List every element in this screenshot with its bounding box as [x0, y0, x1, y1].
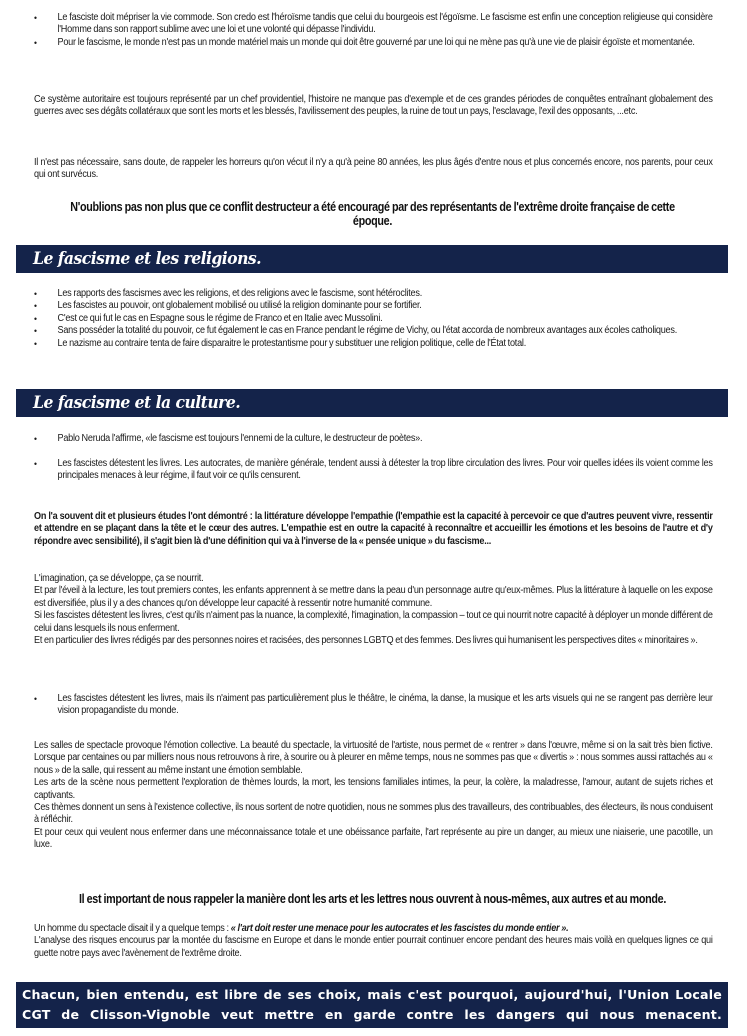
culture-bullet-list [34, 433, 713, 495]
list-item: • Le fasciste doit mépriser la vie commode. Son credo est l'héroïsme tandis que celui du bourgeois est l'égoïsme. Le fascisme est enfin une conception religieuse qui considère l'Homme dans son rapport sublime avec une loi et une volonté qui dépasse l'individu. [34, 12, 713, 37]
top-bullet-list [34, 12, 713, 49]
footer-banner [16, 982, 728, 1028]
list-item: • Pour le fascisme, le monde n'est pas un monde matériel mais un monde qui doit être gouverné par une loi qui ne mène pas qu'à une vie de plaisir égoïste et momentanée. [34, 37, 713, 49]
list-item: • Sans posséder la totalité du pouvoir, ce fut également le cas en France pendant le régime de Vichy, ou l'état accorda de nombreux avantages aux écoles catholiques. [34, 325, 713, 337]
list-item: • Les fascistes détestent les livres, mais ils n'aiment pas particulièrement plus le théâtre, le cinéma, la danse, la musique et les arts visuels qui ne se rangent pas derrière leur vision propagandiste du monde. [34, 693, 713, 718]
closing-paragraph [34, 923, 713, 960]
intro-paragraph-horrors [34, 157, 713, 182]
paragraph-text: Ce système autoritaire est toujours représenté par un chef providentiel, l'histoire ne manque pas d'exemple et de ces grandes périodes de conquêtes entraînant globalement des guerres avec ses dégâts collatéraux que sont les morts et les blessés, l'avilissement des peuples, la ruine de tout un pays, l'esclavage, l'exil des opposants, ...etc. [34, 94, 713, 118]
paragraph-text: On l'a souvent dit et plusieurs études l'ont démontré : la littérature développe l'empathie (l'empathie est la capacité à percevoir ce que d'autres peuvent vivre, ressentir et attendre en se plaçant dans la tête et le cœur des autres. L'empathie est en outre la capacité à reconnaître et accueillir les émotions et les besoins de l'autre et d'y répondre avec sensibilité), il s'agit bien là d'une définition qui va à l'inverse de la « pensée unique » du fascisme... [34, 511, 713, 547]
quote-intro: Un homme du spectacle disait il y a quelque temps : [34, 923, 231, 934]
list-item: • Les fascistes détestent les livres. Les autocrates, de manière générale, tendent aussi à détester la trop libre circulation des livres. Pour voir quelles idées ils voient comme les principales menaces à leur régime, il faut voir ce qu'ils censurent. [34, 458, 713, 483]
highlight-statement-arts: Il est important de nous rappeler la manière dont les arts et les lettres nous ouvrent à nous-mêmes, aux autres et au monde. [78, 892, 667, 906]
empathy-bold-paragraph [34, 511, 713, 548]
paragraph-text: L'analyse des risques encourus par la montée du fascisme en Europe et dans le monde entier pourrait continuer encore pendant des heures mais voilà en quelques lignes ce qui guette notre pays avec l'avènement de l'extrême droite. [34, 935, 713, 959]
paragraph-line: Et en particulier des livres rédigés par des personnes noires et racisées, des personnes LGBTQ et des femmes. Des livres qui humanisent les perspectives dites « minoritaires ». [34, 635, 698, 647]
paragraph-line: Si les fascistes détestent les livres, c'est qu'ils n'aiment pas la nuance, la complexité, l'imagination, la compassion – tout ce qui nourrit notre capacité à déployer un monde différent de celui dans lesquels ils nous enferment. [34, 610, 713, 634]
paragraph-line: Les salles de spectacle provoque l'émotion collective. La beauté du spectacle, la virtuosité de l'artiste, nous permet de « rentrer » dans l'œuvre, même si on la sait très bien fictive. Lorsque par centaines ou par milliers nous nous retrouvons à rire, à sourire ou à pleurer en même temps, nous ne sommes pas que « divertis » : nous sommes aussi rattachés au « nous » de la salle, qui ressent au même instant une émotion semblable. [34, 740, 713, 776]
intro-paragraph-authoritarian [34, 94, 713, 119]
imagination-paragraph [34, 573, 713, 647]
paragraph-line: Les arts de la scène nous permettent l'exploration de thèmes lourds, la mort, les tensions familiales intimes, la peur, la colère, la maladresse, l'amour, autant de sujets riches et captivants. [34, 777, 713, 801]
list-item: • Les rapports des fascismes avec les religions, et des religions avec le fascisme, sont hétéroclites. [34, 288, 713, 300]
paragraph-line: Ces thèmes donnent un sens à l'existence collective, ils nous sortent de notre quotidien, nous ne sommes plus des travailleurs, des contribuables, des électeurs, ils nous conduisent à réfléchir. [34, 802, 713, 826]
religions-bullet-list [34, 288, 713, 350]
footer-statement: Chacun, bien entendu, est libre de ses choix, mais c'est pourquoi, aujourd'hui, l'Union Locale CGT de Clisson-Vignoble veut mettre en garde contre les dangers qui nous menacent. [22, 987, 722, 1022]
list-item: • C'est ce qui fut le cas en Espagne sous le régime de Franco et en Italie avec Mussolini. [34, 313, 713, 325]
paragraph-text: Il n'est pas nécessaire, sans doute, de rappeler les horreurs qu'on vécut il n'y a qu'à peine 80 années, les plus âgés d'entre nous et plus concernés encore, nos parents, pour ceux qui ont survécus. [34, 157, 713, 181]
list-item: • Le nazisme au contraire tenta de faire disparaitre le protestantisme pour y substituer une religion politique, celle de l'État total. [34, 338, 713, 350]
arts-bullet-list [34, 693, 713, 718]
section-title-religions: Le fascisme et les religions. [33, 249, 262, 269]
paragraph-line: Et par l'éveil à la lecture, les tout premiers contes, les enfants apprennent à se mettre dans la peau d'un personnage autre qu'eux-mêmes. Plus la littérature à laquelle on les expose est diversifiée, plus il y a des chances qu'on développe leur capacité à ressentir notre humanité commune. [34, 585, 713, 609]
list-item: • Pablo Neruda l'affirme, «le fascisme est toujours l'ennemi de la culture, le destructeur de poètes». [34, 433, 713, 445]
section-banner-culture [16, 389, 728, 417]
quote-line [34, 923, 713, 935]
paragraph-line: Et pour ceux qui veulent nous enfermer dans une méconnaissance totale et une obéissance parfaite, l'art représente au pire un danger, au mieux une niaiserie, une pacotille, un luxe. [34, 826, 713, 851]
section-banner-religions [16, 245, 728, 273]
spectacle-paragraph [34, 740, 713, 852]
quote-text: « l'art doit rester une menace pour les autocrates et les fascistes du monde entier ». [230, 923, 569, 934]
list-item: • Les fascistes au pouvoir, ont globalement mobilisé ou utilisé la religion dominante pour se fortifier. [34, 300, 713, 312]
paragraph-line: L'imagination, ça se développe, ça se nourrit. [34, 573, 204, 584]
highlight-statement-conflict: N'oublions pas non plus que ce conflit destructeur a été encouragé par des représentants de l'extrême droite française de cette époque. [70, 200, 675, 228]
section-title-culture: Le fascisme et la culture. [33, 393, 241, 413]
